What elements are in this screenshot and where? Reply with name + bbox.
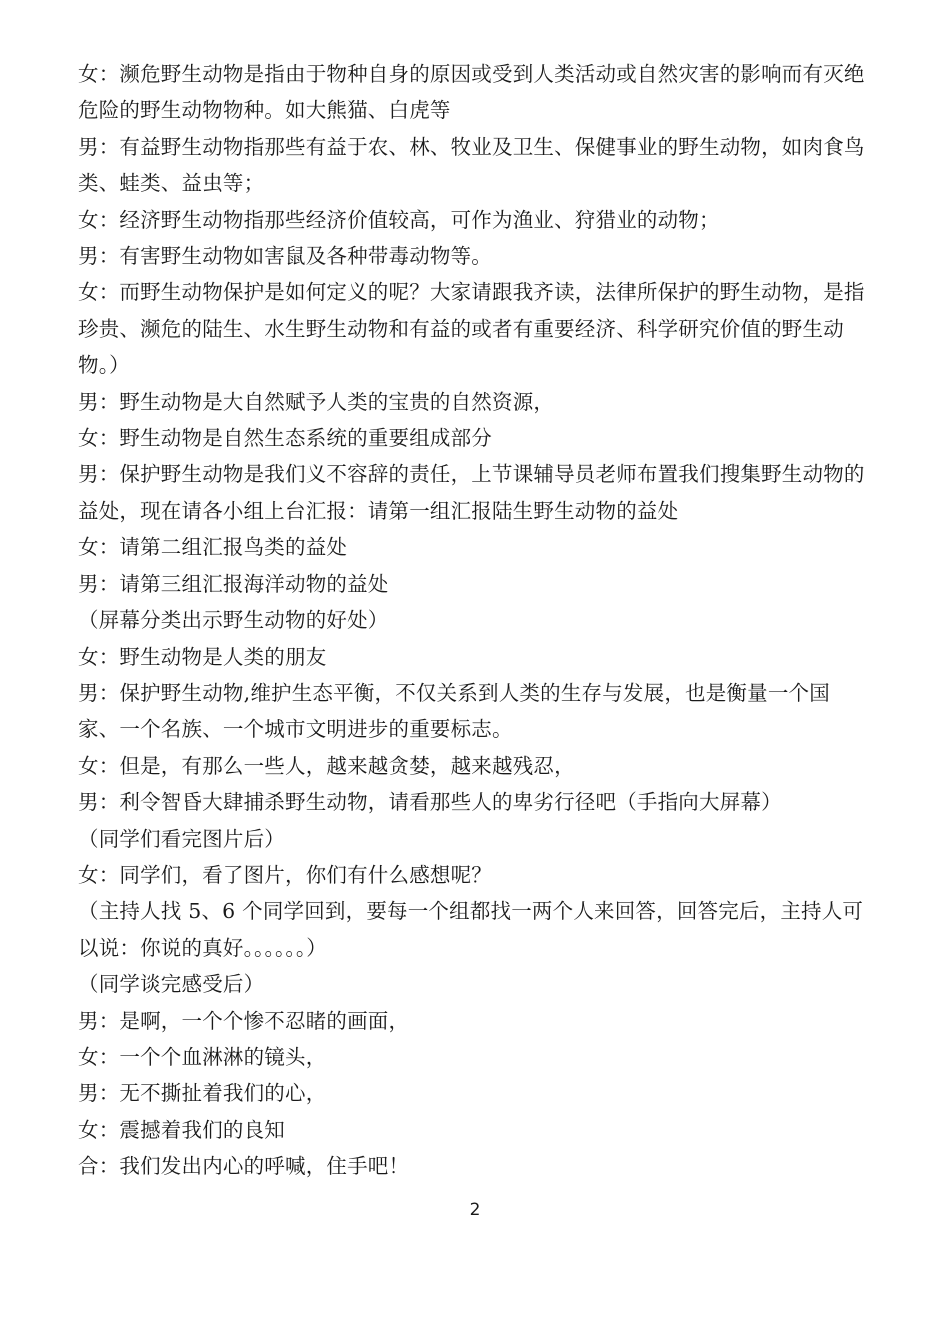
paragraph: 女：一个个血淋淋的镜头， [78,1044,327,1069]
paragraph: 男：无不撕扯着我们的心， [78,1081,327,1106]
paragraph: （同学们看完图片后） [78,826,285,851]
page-number: 2 [469,1200,481,1220]
paragraph: （主持人找 5、6 个同学回到，要每一个组都找一两个人来回答，回答完后，主持人可以说：你说的真好。。。。。。） [78,899,864,960]
paragraph: 女：野生动物是人类的朋友 [78,644,327,669]
paragraph: 女：野生动物是自然生态系统的重要组成部分 [78,426,492,451]
paragraph: 女：同学们，看了图片，你们有什么感想呢？ [78,862,492,887]
paragraph: （屏幕分类出示野生动物的好处） [78,608,389,633]
document-body [78,56,868,1185]
paragraph: 女：震撼着我们的良知 [78,1117,285,1142]
paragraph: 合：我们发出内心的呼喊，住手吧！ [78,1154,410,1179]
paragraph: 女：但是，有那么一些人，越来越贪婪，越来越残忍， [78,753,575,778]
paragraph: （同学谈完感受后） [78,972,265,997]
paragraph: 男：野生动物是大自然赋予人类的宝贵的自然资源， [78,389,555,414]
paragraph: 女：经济野生动物指那些经济价值较高，可作为渔业、狩猎业的动物； [78,207,720,232]
paragraph: 女：濒危野生动物是指由于物种自身的原因或受到人类活动或自然灾害的影响而有灭绝危险的野生动物物种。如大熊猫、白虎等 [78,62,865,123]
paragraph: 男：请第三组汇报海洋动物的益处 [78,571,389,596]
paragraph: 女：请第二组汇报鸟类的益处 [78,535,348,560]
paragraph: 女：而野生动物保护是如何定义的呢？大家请跟我齐读，法律所保护的野生动物，是指珍贵、濒危的陆生、水生野生动物和有益的或者有重要经济、科学研究价值的野生动物。） [78,280,865,378]
paragraph: 男：保护野生动物,维护生态平衡，不仅关系到人类的生存与发展，也是衡量一个国家、一个名族、一个城市文明进步的重要标志。 [78,680,830,742]
paragraph: 男：有害野生动物如害鼠及各种带毒动物等。 [78,244,492,269]
paragraph: 男：有益野生动物指那些有益于农、林、牧业及卫生、保健事业的野生动物，如肉食鸟类、蛙类、益虫等； [78,134,865,196]
paragraph: 男：利令智昏大肆捕杀野生动物，请看那些人的卑劣行径吧（手指向大屏幕） [78,790,782,815]
paragraph: 男：保护野生动物是我们义不容辞的责任，上节课辅导员老师布置我们搜集野生动物的益处，现在请各小组上台汇报：请第一组汇报陆生野生动物的益处 [78,462,865,523]
paragraph: 男：是啊，一个个惨不忍睹的画面， [78,1008,410,1033]
